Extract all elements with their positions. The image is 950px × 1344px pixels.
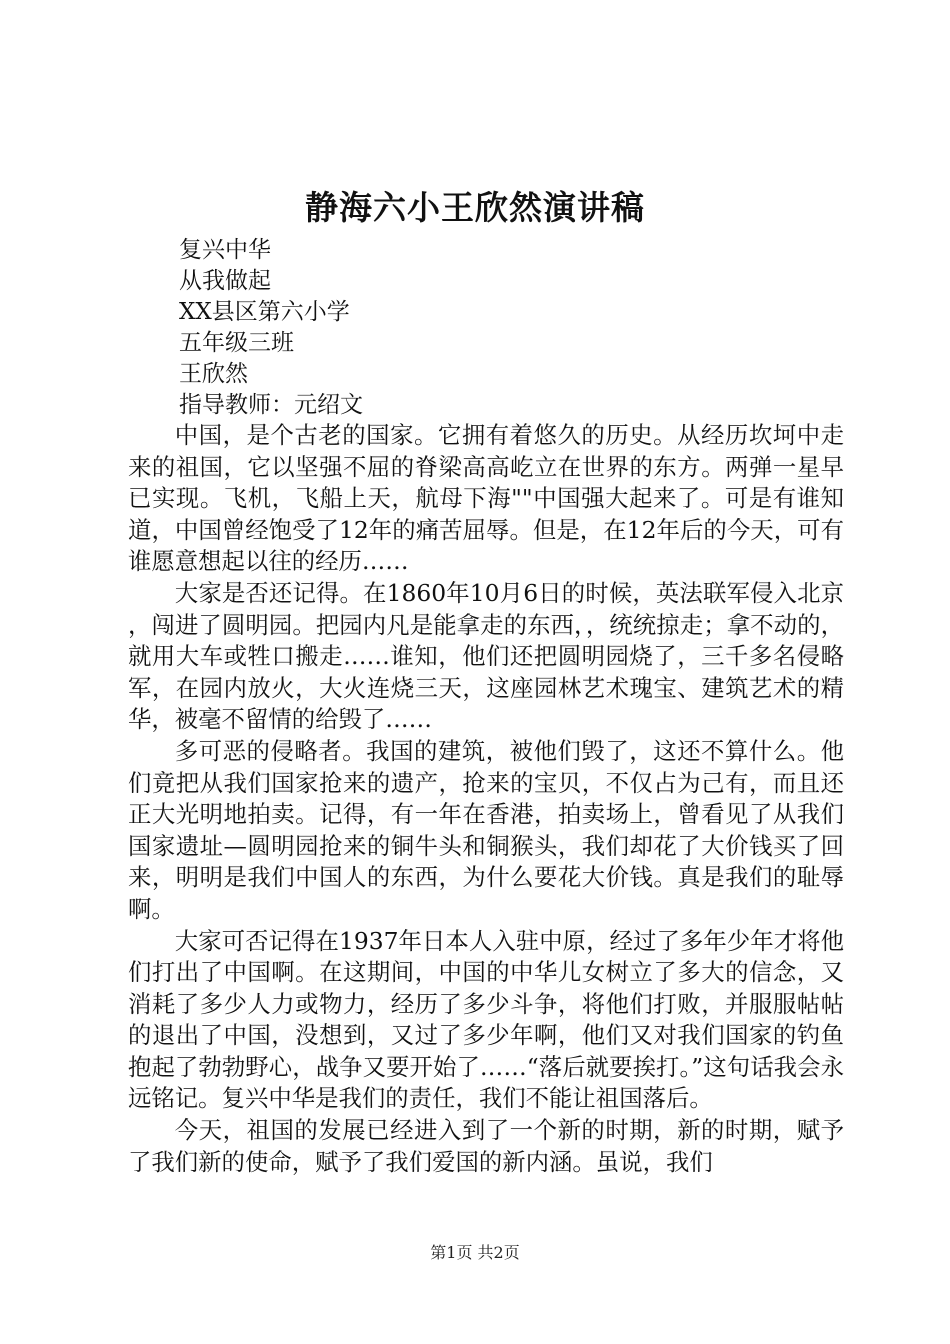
meta-line-author: 王欣然 bbox=[179, 361, 248, 387]
meta-line-class: 五年级三班 bbox=[179, 330, 294, 356]
meta-line-teacher: 指导教师：元绍文 bbox=[179, 392, 363, 418]
body-paragraph: 多可恶的侵略者。我国的建筑，被他们毁了，这还不算什么。他们竟把从我们国家抢来的遗产，抢来的宝贝，不仅占为己有，而且还正大光明地拍卖。记得，有一年在香港，拍卖场上，曾看见了从我们国家遗址—圆明园抢来的铜牛头和铜猴头，我们却花了大价钱买了回来，明明是我们中国人的东西，为什么要花大价钱。真是我们的耻辱啊。 bbox=[128, 736, 844, 923]
body-paragraph: 大家是否还记得。在1860年10月6日的时候，英法联军侵入北京，闯进了圆明园。把园内凡是能拿走的东西，，统统掠走；拿不动的，就用大车或牲口搬走……谁知，他们还把圆明园烧了，三千多名侵略军，在园内放火，大火连烧三天，这座园林艺术瑰宝、建筑艺术的精华，被毫不留情的给毁了…… bbox=[128, 578, 844, 734]
speech-meta-block bbox=[179, 235, 363, 421]
meta-line-theme-1: 复兴中华 bbox=[179, 237, 271, 263]
body-paragraph: 大家可否记得在1937年日本人入驻中原，经过了多年少年才将他们打出了中国啊。在这期间，中国的中华儿女树立了多大的信念，又消耗了多少人力或物力，经历了多少斗争，将他们打败，并服服帖帖的退出了中国，没想到，又过了多少年啊，他们又对我们国家的钓鱼抱起了勃勃野心，战争又要开始了……“落后就要挨打。”这句话我会永远铭记。复兴中华是我们的责任，我们不能让祖国落后。 bbox=[128, 926, 844, 1113]
meta-line-theme-2: 从我做起 bbox=[179, 268, 271, 294]
body-paragraph: 今天，祖国的发展已经进入到了一个新的时期，新的时期，赋予了我们新的使命，赋予了我们爱国的新内涵。虽说，我们 bbox=[128, 1116, 844, 1176]
page-footer: 第1页 共2页 bbox=[430, 1243, 520, 1262]
body-paragraph: 中国，是个古老的国家。它拥有着悠久的历史。从经历坎坷中走来的祖国，它以坚强不屈的脊梁高高屹立在世界的东方。两弹一星早已实现。飞机，飞船上天，航母下海""中国强大起来了。可是有谁知道，中国曾经饱受了12年的痛苦屈辱。但是，在12年后的今天，可有谁愿意想起以往的经历…… bbox=[128, 421, 844, 576]
meta-line-school: XX县区第六小学 bbox=[179, 299, 350, 325]
speech-body bbox=[128, 420, 844, 1178]
document-title: 静海六小王欣然演讲稿 bbox=[305, 188, 645, 227]
